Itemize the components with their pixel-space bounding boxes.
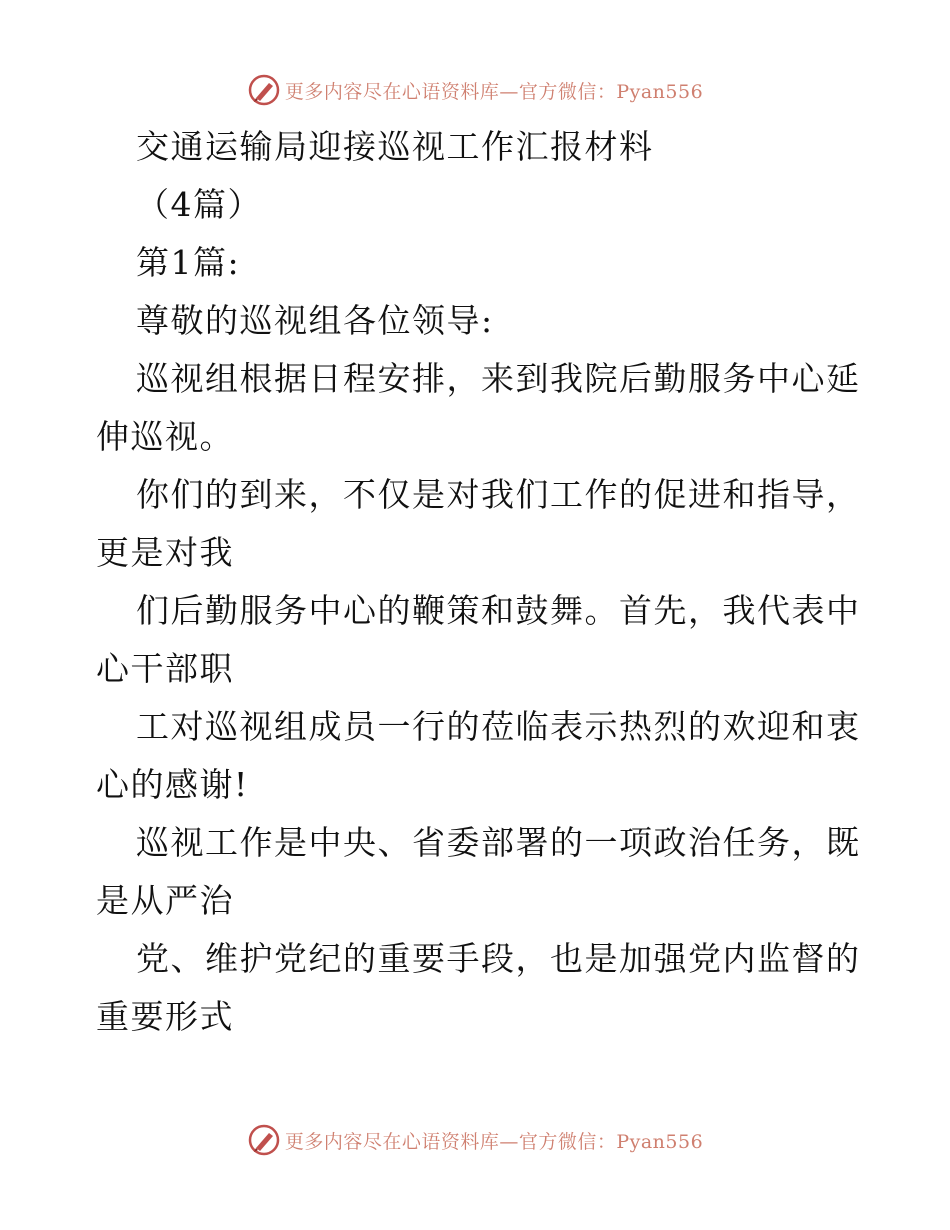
text-line: 巡视工作是中央、省委部署的一项政治任务，既: [136, 823, 861, 862]
text-line: 你们的到来，不仅是对我们工作的促进和指导，: [136, 475, 861, 514]
text-line: 心的感谢!: [96, 765, 249, 804]
text-line: 伸巡视。: [96, 417, 234, 456]
text-line: 们后勤服务中心的鞭策和鼓舞。首先，我代表中: [136, 591, 861, 630]
text-line: 第1篇:: [136, 243, 241, 282]
watermark-text: 更多内容尽在心语资料库—官方微信：Pyan556: [284, 80, 704, 103]
document-body: [96, 118, 861, 1046]
text-line: 重要形式: [96, 997, 234, 1036]
watermark-text: 更多内容尽在心语资料库—官方微信：Pyan556: [284, 1130, 704, 1153]
text-line: 心干部职: [96, 649, 234, 688]
text-line: 巡视组根据日程安排，来到我院后勤服务中心延: [136, 359, 861, 398]
text-line: 尊敬的巡视组各位领导:: [136, 301, 494, 340]
text-line: 交通运输局迎接巡视工作汇报材料: [136, 127, 654, 166]
text-line: 是从严治: [96, 881, 234, 920]
text-line: 工对巡视组成员一行的莅临表示热烈的欢迎和衷: [136, 707, 861, 746]
pen-logo-icon: [247, 1123, 281, 1157]
text-line: 党、维护党纪的重要手段，也是加强党内监督的: [136, 939, 861, 978]
pen-logo-icon: [247, 73, 281, 107]
text-line: 更是对我: [96, 533, 234, 572]
header-watermark: [0, 70, 950, 110]
text-line: （4篇）: [136, 185, 262, 224]
footer-watermark: [0, 1120, 950, 1160]
